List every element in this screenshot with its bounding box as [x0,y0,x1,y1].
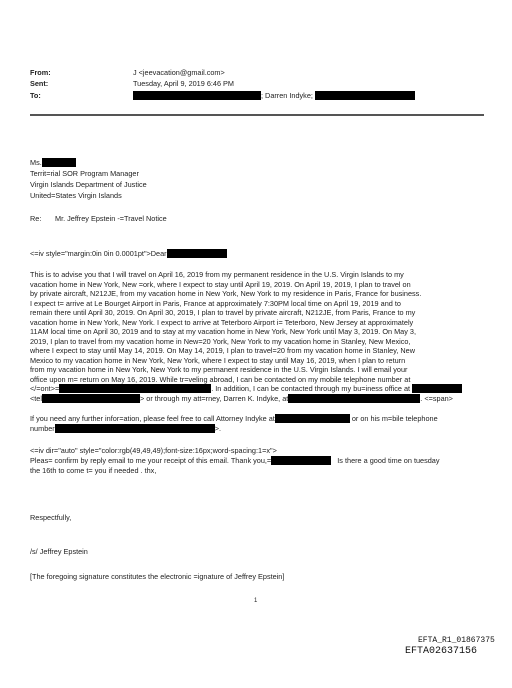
body-line: I expect t= arrive at Le Bourget Airport in Paris, France at approximately 7:30PM local time on April 19, 2019 and to [30,298,401,308]
signature: /s/ Jeffrey Epstein [30,547,88,556]
to-line [133,91,415,100]
html-fragment: <tel [30,393,42,403]
body-line [30,394,453,403]
addressee-title: Territ=rial SOR Program Manager [30,169,139,178]
body-line: 11AM local time on April 30, 2019 and to stay at my vacation home in New York, New York until May 3, 2019. On May 3, [30,327,416,336]
body-line [30,414,438,423]
salutation: Ms. [30,158,42,167]
body-line: vacation home in New York, New York. I expect to arrive at Teterboro Airport i= Teterboro, New Jersey at approximately [30,317,414,327]
to-value: ; Darren Indyke; [261,91,313,100]
body-line [30,384,462,393]
confirm-line: the 16th to come t= you if needed . thx, [30,466,157,475]
redaction-box [59,384,211,393]
body-line: from my vacation home in New York, New York to my permanent residence in the U.S. Virgin Islands. I will email your [30,365,408,374]
body-line: by private aircraft, N212JE, from my vacation home in New York, New York to my residence in Paris, France for business. [30,289,422,298]
body-text: >. [214,423,222,433]
body-text: Pleas= confirm by reply email to me your receipt of this email. Thank you,= [30,456,272,465]
header-divider [30,114,484,116]
redaction-box [133,91,261,100]
re-label: Re: [30,214,42,223]
sent-value: Tuesday, April 9, 2019 6:46 PM [133,79,234,88]
page-number: 1 [254,598,258,604]
redaction-box [275,414,350,423]
sent-label: Sent: [30,79,49,88]
body-line: where I expect to stay until May 14, 2019. On May 14, 2019, I plan to travel=20 from my vacation home in Stanley, New [30,346,415,355]
html-fragment: <=iv style="margin:0in 0in 0.0001pt">Dear [30,249,167,258]
redaction-box [55,424,215,433]
body-line: office upon m= return on May 16, 2019. While tr=veling abroad, I can be contacted on my mobile telephone number at [30,374,411,384]
from-value: J <jeevacation@gmail.com> [133,68,225,77]
body-text: > or through my att=rney, Darren K. Indyke, at [139,393,289,403]
confirm-line [30,456,440,465]
redaction-box [412,384,462,393]
body-line: Mexico to my vacation home in New York, New York, where I expect to stay until May 16, 2019, when I plan to return [30,355,406,365]
body-text: or on his m=bile telephone [351,414,438,423]
redaction-box [167,249,227,258]
body-line: This is to advise you that I will travel on April 16, 2019 from my permanent residence in the U.S. Virgin Islands to my [30,270,404,279]
html-fragment: . <=span> [420,393,453,403]
signature-note: [The foregoing signature constitutes the electronic =ignature of Jeffrey Epstein] [30,572,285,581]
re-text: Mr. Jeffrey Epstein -=Travel Notice [55,214,167,223]
redaction-box [42,158,76,167]
redaction-box [288,394,420,403]
body-text: number [30,423,55,433]
body-line [30,424,221,433]
body-text: If you need any further infor=ation, please feel free to call Attorney Indyke at [30,414,275,423]
from-label: From: [30,68,51,77]
redaction-box [315,91,415,100]
body-line: vacation home in New York, New =ork, where I expect to stay until April 19, 2019. On April 19, 2019, I plan to travel on [30,279,411,289]
footer-id-secondary: EFTA02637156 [405,646,478,657]
body-line: 2019, I plan to travel from my vacation home in New=20 York, New York to my vacation home in Stanley, New Mexico, [30,336,411,346]
body-text: Is there a good time on tuesday [337,456,440,465]
body-line: remain there until April 30, 2019. On April 30, 2019, I plan to travel by private aircraft, N212JE, from Paris, France to my [30,308,416,317]
addressee-department: Virgin Islands Department of Justice [30,180,147,189]
salutation-line [30,158,76,167]
footer-id-primary: EFTA_R1_01867375 [418,636,495,645]
redaction-box [42,394,140,403]
html-fragment-line: <=iv dir="auto" style="color:rgb(49,49,49);font-size:16px;word-spacing:1=x"> [30,446,277,455]
dear-line [30,249,227,258]
redaction-box [271,456,331,465]
html-fragment: </=ont>= [30,384,60,393]
closing-respectfully: Respectfully, [30,513,72,522]
body-text: . In addition, I can be contacted through my bu=iness office at [211,384,411,393]
addressee-location: United=States Virgin Islands [30,191,122,200]
to-label: To: [30,91,41,100]
